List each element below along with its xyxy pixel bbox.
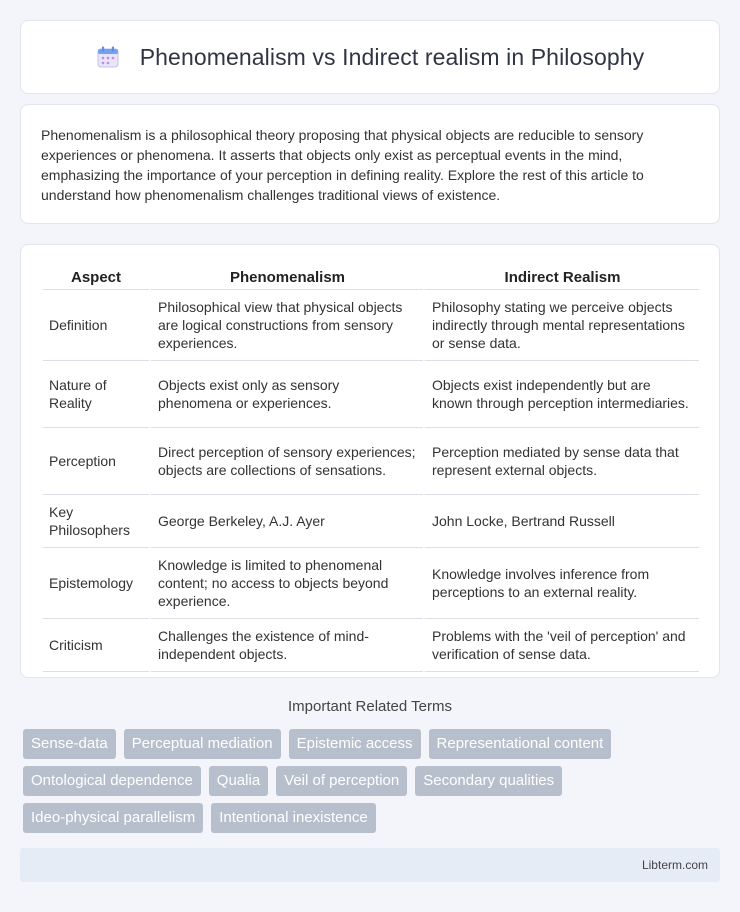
tag-representational-content[interactable]: Representational content: [429, 729, 612, 759]
row-indirect-realism: Knowledge involves inference from perceptions to an external reality.: [423, 548, 699, 619]
intro-card: [20, 104, 720, 224]
header-indirect-realism: Indirect Realism: [423, 265, 699, 290]
comparison-card: [20, 244, 720, 678]
row-phenomenalism: Direct perception of sensory experiences; objects are collections of sensations.: [149, 428, 423, 495]
tag-perceptual-mediation[interactable]: Perceptual mediation: [124, 729, 281, 759]
row-aspect: Key Philosophers: [43, 495, 149, 548]
row-aspect: Criticism: [43, 619, 149, 672]
table-row: [43, 495, 699, 548]
table-row: [43, 290, 699, 361]
footer: [20, 848, 720, 882]
table-header-row: [43, 265, 699, 290]
row-indirect-realism: Problems with the 'veil of perception' and verification of sense data.: [423, 619, 699, 672]
row-phenomenalism: Knowledge is limited to phenomenal content; no access to objects beyond experience.: [149, 548, 423, 619]
footer-site-link[interactable]: Libterm.com: [641, 858, 708, 872]
page-title: Phenomenalism vs Indirect realism in Philosophy: [139, 43, 645, 70]
tag-secondary-qualities[interactable]: Secondary qualities: [415, 766, 562, 796]
row-phenomenalism: Objects exist only as sensory phenomena or experiences.: [149, 361, 423, 428]
row-indirect-realism: Perception mediated by sense data that represent external objects.: [423, 428, 699, 495]
row-aspect: Perception: [43, 428, 149, 495]
table-row: [43, 548, 699, 619]
related-terms-section: [20, 698, 720, 833]
tag-ideo-physical-parallelism[interactable]: Ideo-physical parallelism: [23, 803, 203, 833]
row-indirect-realism: Philosophy stating we perceive objects indirectly through mental representations or sense data.: [423, 290, 699, 361]
row-indirect-realism: Objects exist independently but are known through perception intermediaries.: [423, 361, 699, 428]
row-aspect: Definition: [43, 290, 149, 361]
table-row: [43, 619, 699, 672]
title-wrap: [96, 44, 645, 71]
comparison-table: [43, 265, 699, 672]
tag-ontological-dependence[interactable]: Ontological dependence: [23, 766, 201, 796]
calendar-icon: [96, 45, 120, 69]
tag-qualia[interactable]: Qualia: [209, 766, 268, 796]
tag-intentional-inexistence[interactable]: Intentional inexistence: [211, 803, 375, 833]
header-aspect: Aspect: [43, 265, 149, 290]
tag-epistemic-access[interactable]: Epistemic access: [289, 729, 421, 759]
tag-sense-data[interactable]: Sense-data: [23, 729, 116, 759]
related-terms-title: Important Related Terms: [288, 698, 452, 715]
intro-text: Phenomenalism is a philosophical theory proposing that physical objects are reducible to sensory experiences or phenomena. It asserts that objects only exist as perceptual events in the mind, emphasizing the importance of your perception in defining reality. Explore the rest of this article to understand how phenomenalism challenges traditional views of existence.: [41, 127, 644, 203]
related-terms-tags: [20, 729, 720, 833]
row-phenomenalism: Challenges the existence of mind-independent objects.: [149, 619, 423, 672]
tag-veil-of-perception[interactable]: Veil of perception: [276, 766, 407, 796]
row-indirect-realism: John Locke, Bertrand Russell: [423, 495, 699, 548]
table-row: [43, 361, 699, 428]
header-card: [20, 20, 720, 94]
row-phenomenalism: Philosophical view that physical objects are logical constructions from sensory experiences.: [149, 290, 423, 361]
table-row: [43, 428, 699, 495]
header-phenomenalism: Phenomenalism: [149, 265, 423, 290]
row-aspect: Epistemology: [43, 548, 149, 619]
row-aspect: Nature of Reality: [43, 361, 149, 428]
row-phenomenalism: George Berkeley, A.J. Ayer: [149, 495, 423, 548]
